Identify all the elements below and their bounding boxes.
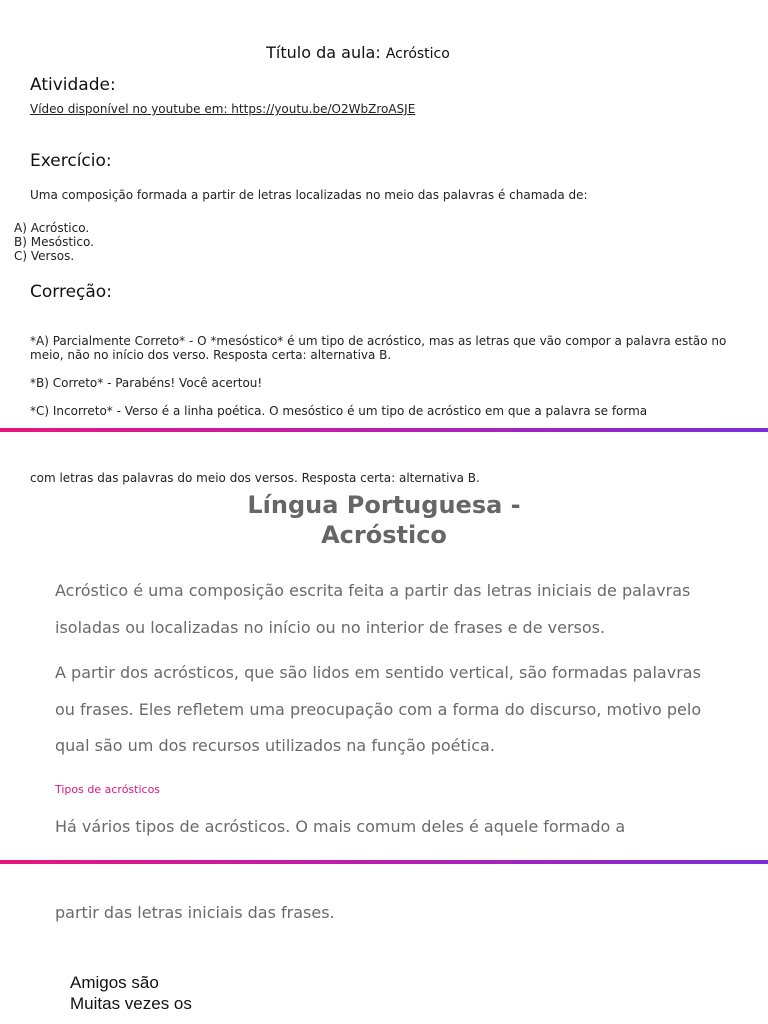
article-title	[0, 490, 768, 550]
article-paragraph: A partir dos acrósticos, que são lidos em sentido vertical, são formadas palavras ou frases. Eles refletem uma preocupação com a forma do discurso, motivo pelo qual são um dos recursos utilizados na função poética.	[55, 663, 702, 755]
correction-item-c-continued: com letras das palavras do meio dos versos. Resposta certa: alternativa B.	[30, 471, 480, 485]
correction-item-c: *C) Incorreto* - Verso é a linha poética. O mesóstico é um tipo de acróstico em que a palavra se forma	[30, 404, 648, 418]
article-title-line: Acróstico	[321, 521, 447, 549]
lesson-title	[0, 43, 716, 62]
poem-image	[70, 972, 330, 1014]
poem-line: Amigos são	[70, 973, 159, 992]
option-letter: B)	[14, 235, 27, 249]
activity-heading: Atividade:	[30, 75, 116, 95]
video-link[interactable]: Vídeo disponível no youtube em: https://youtu.be/O2WbZroASJE	[30, 102, 416, 116]
page-divider	[0, 428, 768, 432]
correction-item-a: *A) Parcialmente Correto* - O *mesóstico* é um tipo de acróstico, mas as letras que vão compor a palavra estão no meio, não no início dos verso. Resposta certa: alternativa B.	[30, 334, 727, 362]
option-letter: A)	[14, 221, 27, 235]
exercise-heading: Exercício:	[30, 151, 112, 171]
page-divider	[0, 860, 768, 864]
option-b	[14, 235, 94, 249]
option-letter: C)	[14, 249, 28, 263]
article-paragraph: Acróstico é uma composição escrita feita a partir das letras iniciais de palavras isoladas ou localizadas no início ou no interior de frases e de versos.	[55, 581, 691, 637]
option-a	[14, 221, 89, 235]
correction-item-b: *B) Correto* - Parabéns! Você acertou!	[30, 376, 263, 390]
option-text: Acróstico.	[30, 221, 90, 235]
correction-heading: Correção:	[30, 282, 112, 302]
article-paragraph-continued: partir das letras iniciais das frases.	[55, 903, 335, 922]
option-c	[14, 249, 74, 263]
poem-line: Muitas vezes os	[70, 994, 192, 1013]
option-text: Mesóstico.	[30, 235, 94, 249]
article-title-line: Língua Portuguesa -	[247, 491, 521, 519]
section-subtitle-link[interactable]: Tipos de acrósticos	[55, 783, 161, 796]
lesson-title-value: Acróstico	[385, 46, 450, 62]
exercise-question: Uma composição formada a partir de letras localizadas no meio das palavras é chamada de:	[30, 188, 588, 202]
option-text: Versos.	[30, 249, 75, 263]
article-paragraph: Há vários tipos de acrósticos. O mais comum deles é aquele formado a	[55, 817, 626, 836]
lesson-title-label: Título da aula:	[266, 43, 381, 62]
